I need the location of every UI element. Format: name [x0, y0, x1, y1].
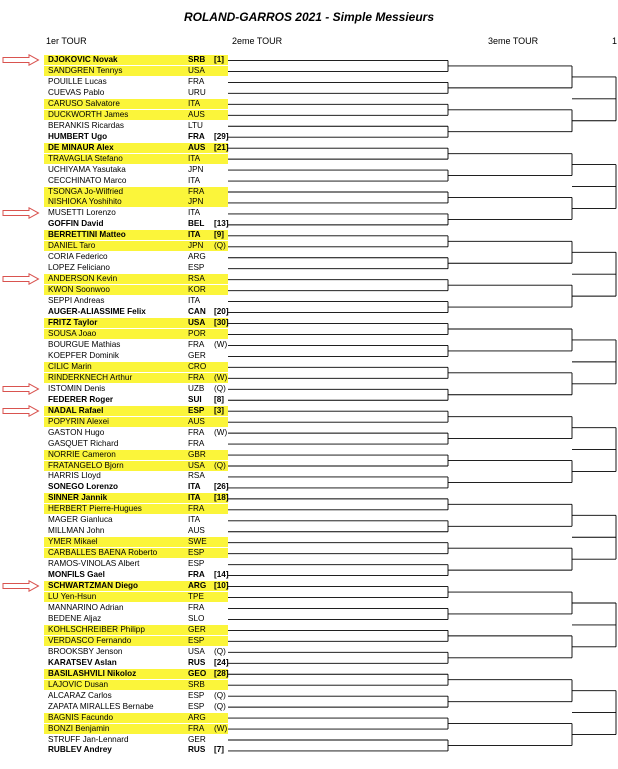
player-seed: (Q) — [214, 701, 226, 711]
player-name: BERRETTINI Matteo — [48, 230, 126, 240]
player-row — [44, 285, 228, 295]
player-country: ESP — [188, 690, 205, 700]
player-name: CILIC Marin — [48, 361, 92, 371]
player-country: ESP — [188, 559, 205, 569]
player-name: RUBLEV Andrey — [48, 745, 112, 755]
player-row — [44, 581, 228, 591]
player-row — [44, 187, 228, 197]
player-row — [44, 691, 228, 701]
player-country: USA — [188, 646, 205, 656]
player-row — [44, 592, 228, 602]
arrow-right-icon — [2, 54, 40, 66]
player-country: ITA — [188, 175, 201, 185]
player-country: GEO — [188, 668, 207, 678]
player-country: ITA — [188, 153, 201, 163]
player-name: LOPEZ Feliciano — [48, 263, 110, 273]
player-name: TRAVAGLIA Stefano — [48, 153, 123, 163]
player-seed: [20] — [214, 307, 229, 317]
player-country: USA — [188, 318, 206, 328]
player-row — [44, 559, 228, 569]
player-row — [44, 713, 228, 723]
player-country: FRA — [188, 76, 205, 86]
player-country: ESP — [188, 263, 205, 273]
player-name: SONEGO Lorenzo — [48, 482, 119, 492]
player-name: KOHLSCHREIBER Philipp — [48, 624, 145, 634]
player-row — [44, 165, 228, 175]
player-row — [44, 110, 228, 120]
player-row — [44, 504, 228, 514]
player-row — [44, 296, 228, 306]
player-row — [44, 318, 228, 328]
page-title: ROLAND-GARROS 2021 - Simple Messieurs — [183, 10, 435, 24]
player-row — [44, 537, 228, 547]
player-name: HERBERT Pierre-Hugues — [48, 504, 142, 514]
player-country: FRA — [188, 131, 205, 141]
player-name: ZAPATA MIRALLES Bernabe — [48, 701, 154, 711]
player-country: FRA — [188, 372, 205, 382]
round-header-1: 1er TOUR — [46, 36, 87, 46]
player-row — [44, 417, 228, 427]
player-row — [44, 702, 228, 712]
player-name: BASILASHVILI Nikoloz — [48, 668, 137, 678]
player-name: YMER Mikael — [48, 537, 98, 547]
player-row — [44, 88, 228, 98]
player-seed: [29] — [214, 131, 229, 141]
player-row — [44, 625, 228, 635]
player-seed: (W) — [214, 339, 228, 349]
player-country: ITA — [188, 482, 201, 492]
player-row — [44, 132, 228, 142]
player-name: CECCHINATO Marco — [48, 175, 127, 185]
arrow-right-icon — [2, 383, 40, 395]
player-name: VERDASCO Fernando — [48, 635, 132, 645]
player-country: FRA — [188, 603, 205, 612]
round-header-3: 3eme TOUR — [488, 36, 539, 46]
player-country: SLO — [188, 613, 205, 623]
player-country: SUI — [188, 394, 202, 404]
player-row — [44, 395, 228, 405]
player-country: SRB — [188, 55, 206, 64]
player-seed: [1] — [214, 55, 225, 64]
player-name: DANIEL Taro — [48, 241, 96, 251]
player-seed: (W) — [214, 372, 228, 382]
player-row — [44, 176, 228, 186]
player-country: AUS — [188, 109, 205, 119]
player-row — [44, 329, 228, 339]
player-country: BEL — [188, 219, 205, 229]
player-name: FRITZ Taylor — [48, 318, 98, 328]
player-country: RUS — [188, 745, 206, 755]
player-row — [44, 362, 228, 372]
player-seed: (W) — [214, 427, 228, 437]
player-row — [44, 461, 228, 471]
player-row — [44, 274, 228, 284]
player-seed: [24] — [214, 657, 229, 667]
round-header-2: 2eme TOUR — [232, 36, 283, 46]
player-country: RSA — [188, 274, 205, 284]
player-row — [44, 143, 228, 153]
player-name: GOFFIN David — [48, 219, 104, 229]
player-name: KOEPFER Dominik — [48, 350, 119, 360]
player-name: NADAL Rafael — [48, 405, 104, 415]
player-row — [44, 340, 228, 350]
player-seed: (Q) — [214, 241, 226, 251]
player-country: ITA — [188, 515, 201, 525]
player-row — [44, 450, 228, 460]
player-name: HUMBERT Ugo — [48, 131, 108, 141]
arrow-right-icon — [2, 207, 40, 219]
player-row — [44, 55, 228, 65]
player-name: BAGNIS Facundo — [48, 712, 114, 722]
player-name: DE MINAUR Alex — [48, 142, 114, 152]
player-country: FRA — [188, 723, 205, 733]
player-seed: (W) — [214, 723, 228, 733]
player-name: POUILLE Lucas — [48, 76, 107, 86]
player-country: TPE — [188, 592, 204, 602]
player-name: NORRIE Cameron — [48, 449, 116, 459]
player-country: CAN — [188, 307, 206, 317]
player-country: ITA — [188, 230, 201, 240]
player-name: POPYRIN Alexei — [48, 416, 109, 426]
player-name: SANDGREN Tennys — [48, 65, 123, 75]
player-name: ANDERSON Kevin — [48, 274, 118, 284]
player-name: LU Yen-Hsun — [48, 592, 97, 602]
player-row — [44, 121, 228, 131]
player-seed: [10] — [214, 581, 229, 591]
player-name: DUCKWORTH James — [48, 109, 129, 119]
player-name: LAJOVIC Dusan — [48, 679, 109, 689]
player-country: SWE — [188, 537, 207, 547]
player-seed: [28] — [214, 668, 229, 678]
player-country: ESP — [188, 701, 205, 711]
player-row — [44, 515, 228, 525]
player-seed: (Q) — [214, 646, 226, 656]
arrow-right-icon — [2, 405, 40, 417]
player-seed: [9] — [214, 230, 225, 240]
player-row — [44, 570, 228, 580]
player-name: GASQUET Richard — [48, 438, 119, 448]
player-row — [44, 428, 228, 438]
player-name: CARUSO Salvatore — [48, 98, 120, 108]
player-seed: (Q) — [214, 383, 226, 393]
player-row — [44, 493, 228, 503]
player-country: AUS — [188, 526, 205, 536]
player-name: SCHWARTZMAN Diego — [48, 581, 139, 591]
player-country: URU — [188, 87, 206, 97]
player-country: ESP — [188, 635, 205, 645]
player-seed: [7] — [214, 745, 225, 755]
player-name: RINDERKNECH Arthur — [48, 372, 133, 382]
player-name: MONFILS Gael — [48, 570, 105, 580]
player-row — [44, 263, 228, 273]
player-name: BROOKSBY Jenson — [48, 646, 123, 656]
player-name: KARATSEV Aslan — [48, 657, 117, 667]
player-row — [44, 745, 228, 755]
player-row — [44, 307, 228, 317]
player-country: ARG — [188, 581, 207, 591]
player-row — [44, 230, 228, 240]
player-name: STRUFF Jan-Lennard — [48, 734, 129, 744]
player-name: BERANKIS Ricardas — [48, 120, 124, 130]
player-country: FRA — [188, 438, 205, 448]
player-name: HARRIS Lloyd — [48, 471, 101, 481]
player-country: AUS — [188, 416, 205, 426]
player-row — [44, 724, 228, 734]
player-country: ARG — [188, 712, 206, 722]
player-country: AUS — [188, 142, 206, 152]
player-country: RSA — [188, 471, 205, 481]
player-seed: [30] — [214, 318, 229, 328]
player-seed: (Q) — [214, 690, 226, 700]
player-name: ISTOMIN Denis — [48, 383, 106, 393]
player-name: RAMOS-VINOLAS Albert — [48, 559, 140, 569]
player-row — [44, 154, 228, 164]
player-row — [44, 197, 228, 207]
player-name: BONZI Benjamin — [48, 723, 110, 733]
player-country: FRA — [188, 339, 205, 349]
player-name: TSONGA Jo-Wilfried — [48, 186, 124, 196]
player-country: GER — [188, 350, 206, 360]
player-row — [44, 373, 228, 383]
player-country: JPN — [188, 164, 204, 174]
player-country: UZB — [188, 383, 205, 393]
player-name: SEPPI Andreas — [48, 296, 105, 306]
player-country: ITA — [188, 208, 201, 218]
player-row — [44, 66, 228, 76]
player-row — [44, 669, 228, 679]
player-row — [44, 526, 228, 536]
player-row — [44, 351, 228, 361]
player-row — [44, 636, 228, 646]
player-row — [44, 482, 228, 492]
player-country: KOR — [188, 285, 206, 295]
player-name: MAGER Gianluca — [48, 515, 113, 525]
player-seed: (Q) — [214, 460, 226, 470]
player-name: NISHIOKA Yoshihito — [48, 197, 122, 207]
player-country: ITA — [188, 98, 201, 108]
player-country: FRA — [188, 570, 205, 580]
player-country: LTU — [188, 120, 203, 130]
arrow-right-icon — [2, 580, 40, 592]
player-row — [44, 439, 228, 449]
player-country: ITA — [188, 493, 201, 503]
player-country: GER — [188, 734, 206, 744]
player-name: BOURGUE Mathias — [48, 339, 121, 349]
player-name: FEDERER Roger — [48, 394, 114, 404]
player-country: SRB — [188, 679, 205, 689]
player-country: ESP — [188, 405, 205, 415]
player-row — [44, 471, 228, 481]
player-row — [44, 208, 228, 218]
player-row — [44, 252, 228, 262]
player-country: FRA — [188, 186, 205, 196]
player-seed: [21] — [214, 142, 229, 152]
arrow-right-icon — [2, 273, 40, 285]
player-row — [44, 735, 228, 745]
player-row — [44, 219, 228, 229]
player-name: AUGER-ALIASSIME Felix — [48, 307, 146, 317]
player-row — [44, 406, 228, 416]
player-name: UCHIYAMA Yasutaka — [48, 164, 126, 174]
player-country: GER — [188, 624, 206, 634]
player-country: ITA — [188, 296, 201, 306]
player-name: GASTON Hugo — [48, 427, 105, 437]
player-name: CORIA Federico — [48, 252, 108, 262]
player-name: CARBALLES BAENA Roberto — [48, 548, 158, 558]
player-row — [44, 614, 228, 624]
player-row — [44, 680, 228, 690]
player-name: FRATANGELO Bjorn — [48, 460, 124, 470]
player-row — [44, 603, 228, 613]
player-country: FRA — [188, 504, 205, 514]
player-country: ESP — [188, 548, 205, 558]
player-name: BEDENE Aljaz — [48, 613, 102, 623]
player-country: USA — [188, 65, 205, 75]
player-country: JPN — [188, 241, 204, 251]
player-country: POR — [188, 329, 206, 338]
player-country: ARG — [188, 252, 206, 262]
player-country: USA — [188, 460, 205, 470]
player-country: FRA — [188, 427, 205, 437]
player-seed: [13] — [214, 219, 229, 229]
player-row — [44, 384, 228, 394]
player-row — [44, 647, 228, 657]
player-seed: [18] — [214, 493, 229, 503]
player-seed: [26] — [214, 482, 229, 492]
player-name: ALCARAZ Carlos — [48, 690, 112, 700]
player-country: JPN — [188, 197, 204, 207]
player-row — [44, 548, 228, 558]
player-name: KWON Soonwoo — [48, 285, 110, 295]
player-name: MUSETTI Lorenzo — [48, 208, 116, 218]
player-name: MANNARINO Adrian — [48, 603, 124, 612]
player-row — [44, 241, 228, 251]
player-seed: [3] — [214, 405, 225, 415]
player-name: MILLMAN John — [48, 526, 105, 536]
round-header-4: 1 — [612, 36, 618, 46]
player-country: RUS — [188, 657, 206, 667]
player-country: CRO — [188, 361, 207, 371]
player-name: DJOKOVIC Novak — [48, 55, 118, 64]
player-name: CUEVAS Pablo — [48, 87, 105, 97]
player-country: GBR — [188, 449, 206, 459]
player-name: SOUSA Joao — [48, 329, 97, 338]
player-row — [44, 658, 228, 668]
player-seed: [14] — [214, 570, 229, 580]
player-name: SINNER Jannik — [48, 493, 108, 503]
player-row — [44, 77, 228, 87]
player-row — [44, 99, 228, 109]
player-seed: [8] — [214, 394, 225, 404]
